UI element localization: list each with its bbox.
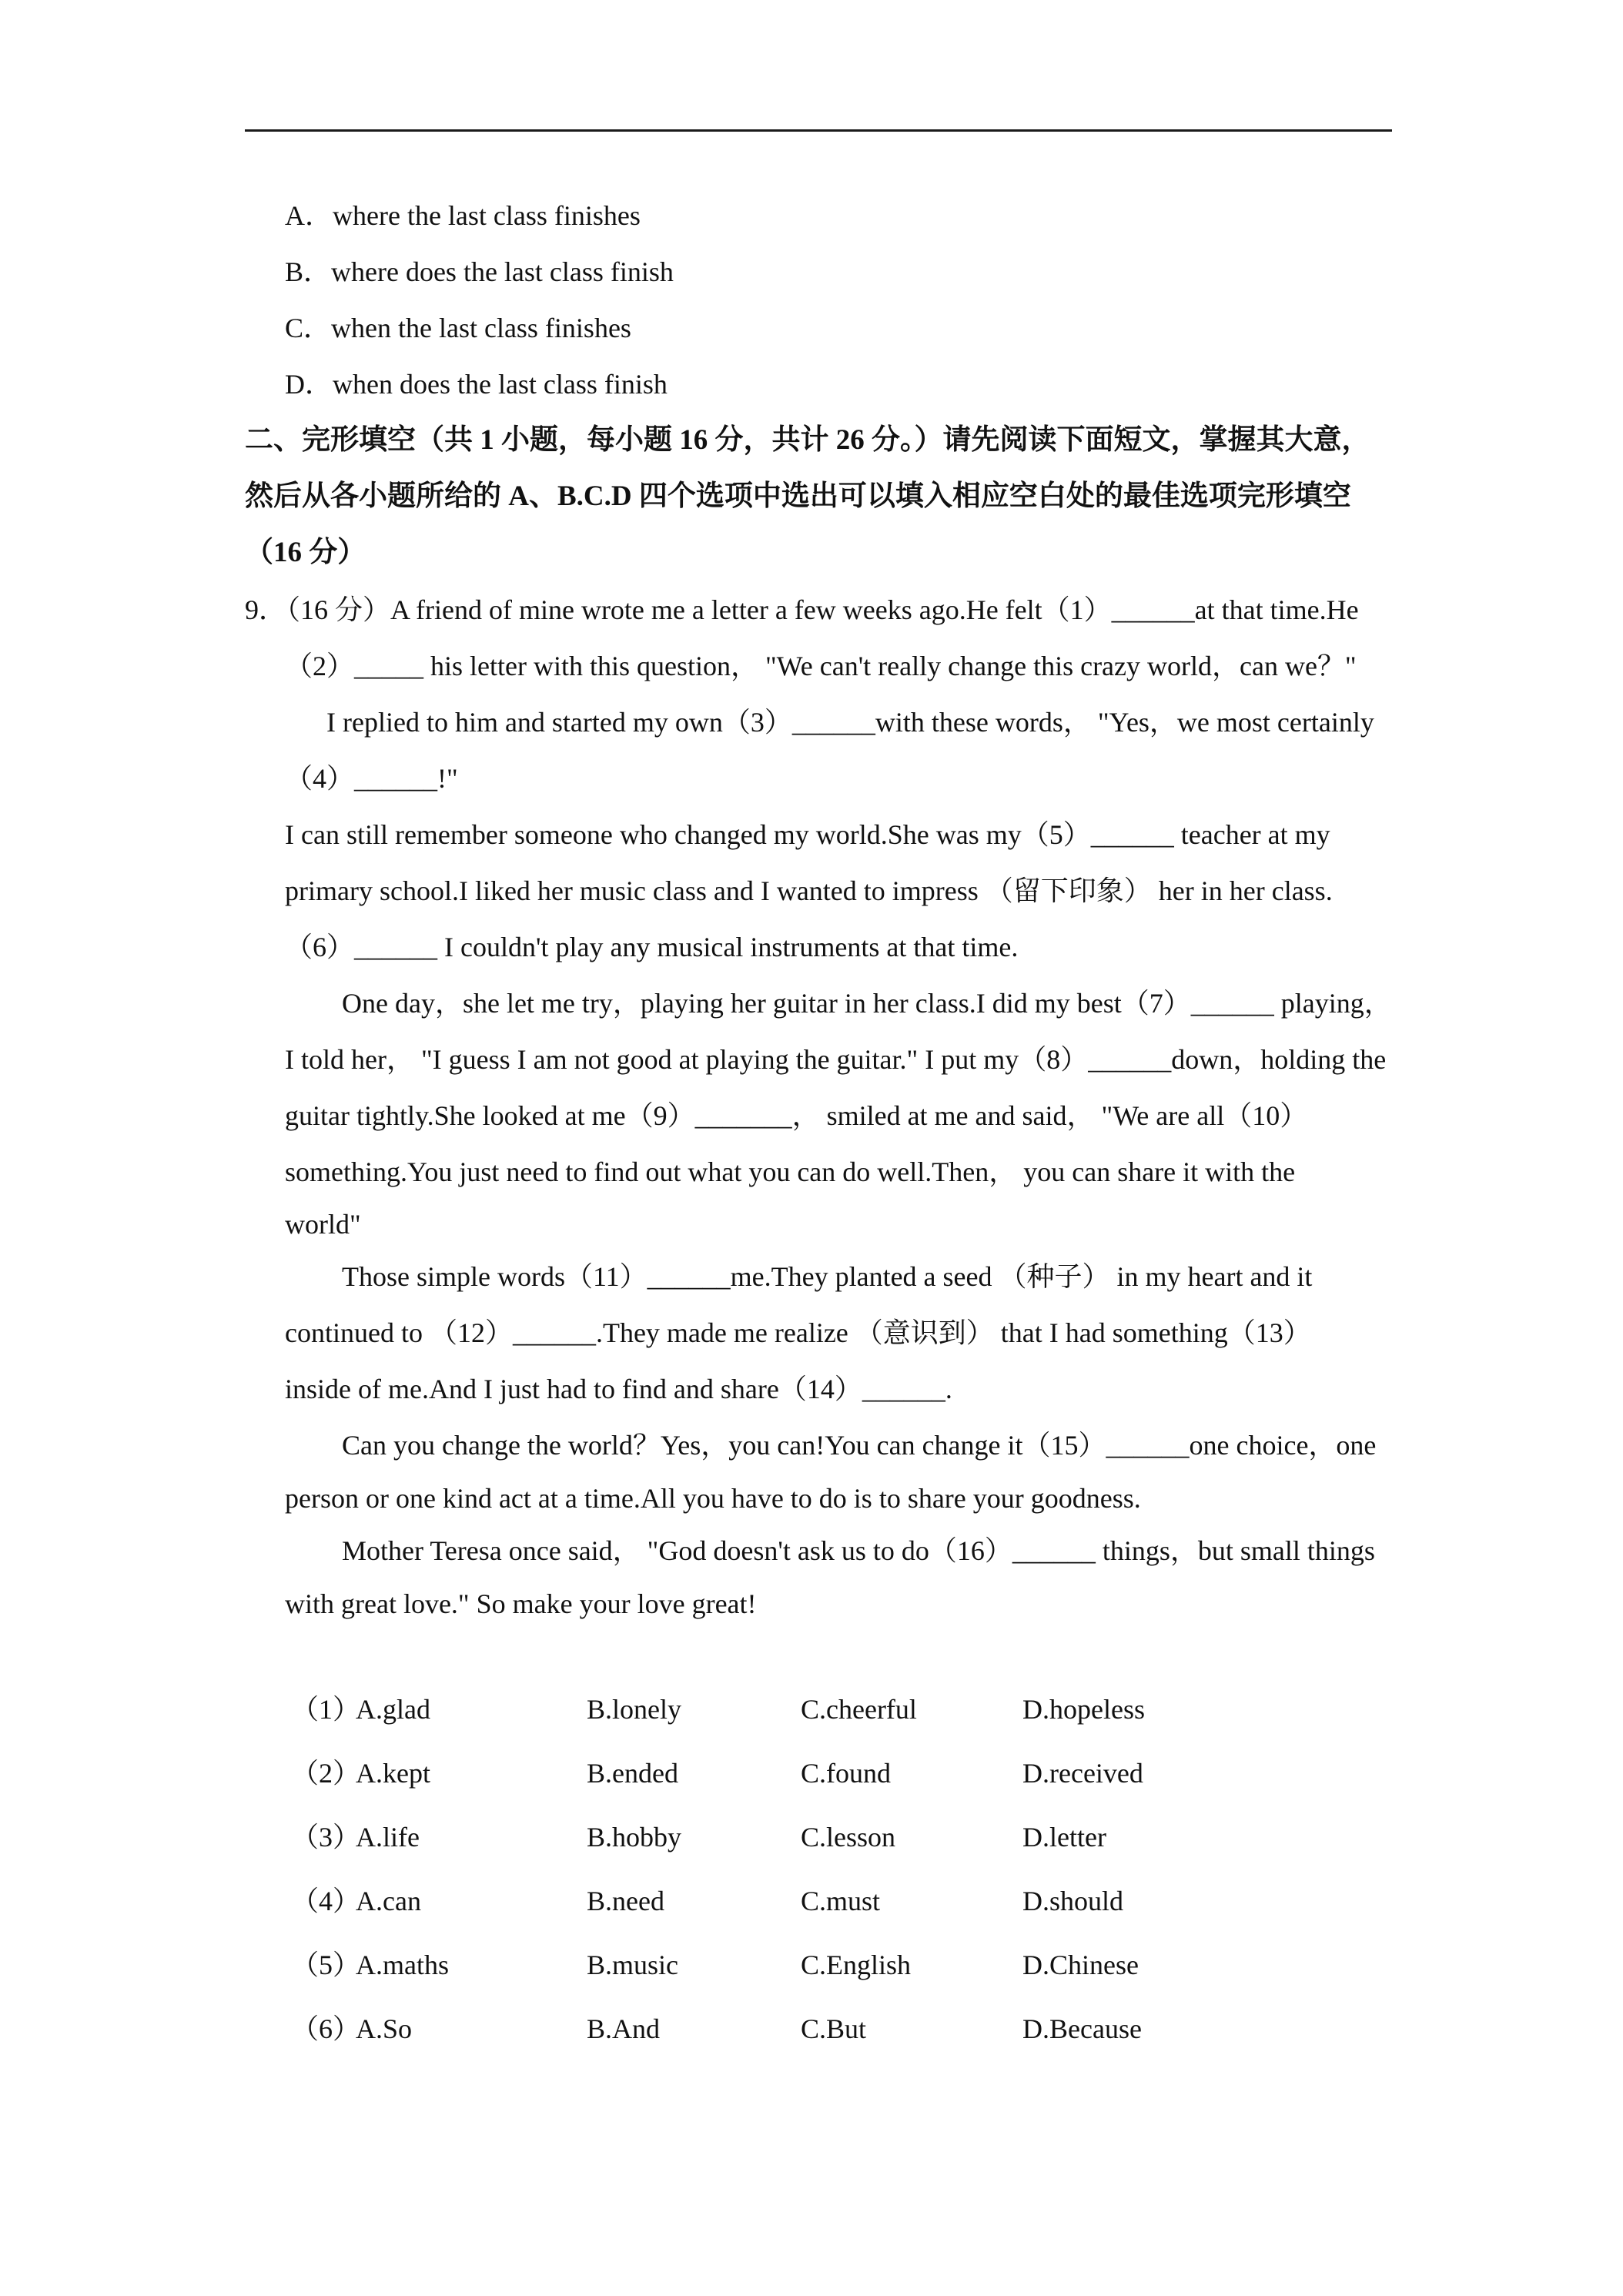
option-a: A.So xyxy=(356,2013,413,2044)
passage-line: I can still remember someone who changed my world.She was my（5）______ teacher at my xyxy=(285,819,1330,850)
passage-line: person or one kind act at a time.All you have to do is to share your goodness. xyxy=(285,1483,1141,1514)
option-d: D.Because xyxy=(1022,2013,1142,2044)
option-b: B.music xyxy=(587,1950,679,1980)
passage-line: One day，she let me try，playing her guitar in her class.I did my best（7）______ playing， xyxy=(342,988,1392,1019)
option-d: D.letter xyxy=(1022,1822,1106,1853)
passage-line: world" xyxy=(285,1209,361,1240)
passage-line: continued to （12）______.They made me realize （意识到） that I had something（13） xyxy=(285,1317,1311,1348)
passage-line: I replied to him and started my own（3）______with these words， "Yes，we most certainly xyxy=(326,707,1374,738)
option-c: C.found xyxy=(801,1758,891,1789)
option-a: A.kept xyxy=(356,1758,430,1789)
passage-line: primary school.I liked her music class and I wanted to impress （留下印象） her in her class. xyxy=(285,875,1333,906)
option-c: C.must xyxy=(801,1886,881,1916)
option-c: C.lesson xyxy=(801,1822,896,1853)
option-d: D.should xyxy=(1022,1886,1124,1916)
option-d: D.received xyxy=(1022,1758,1143,1789)
option-number: （3） xyxy=(291,1822,361,1853)
passage-line: Mother Teresa once said， "God doesn't ask us to do（16）______ things，but small things xyxy=(342,1535,1375,1566)
prev-option-b: B．where does the last class finish xyxy=(285,256,674,287)
option-a: A.glad xyxy=(356,1694,430,1725)
option-a: A.life xyxy=(356,1822,420,1853)
section-heading-line1: 二、完形填空（共 1 小题，每小题 16 分，共计 26 分。）请先阅读下面短文，掌握其大意， xyxy=(245,424,1370,456)
option-b: B.And xyxy=(587,2013,661,2044)
option-d: D.hopeless xyxy=(1022,1694,1145,1725)
passage-line: with great love." So make your love great! xyxy=(285,1588,757,1619)
passage-line: 9．（16 分）A friend of mine wrote me a letter a few weeks ago.He felt（1）______at that time.He xyxy=(245,594,1359,625)
option-b: B.hobby xyxy=(587,1822,682,1853)
passage-line: I told her， "I guess I am not good at playing the guitar." I put my（8）______down，holding the xyxy=(285,1044,1387,1075)
option-number: （6） xyxy=(291,2013,361,2044)
prev-option-a: A．where the last class finishes xyxy=(285,200,641,231)
passage-line: Those simple words（11）______me.They planted a seed （种子） in my heart and it xyxy=(342,1261,1313,1292)
option-c: C.cheerful xyxy=(801,1694,917,1725)
passage-line: guitar tightly.She looked at me（9）_______， smiled at me and said， "We are all（10） xyxy=(285,1100,1308,1131)
passage-line: （6）______ I couldn't play any musical instruments at that time. xyxy=(285,932,1019,962)
option-b: B.lonely xyxy=(587,1694,681,1725)
passage-line: （4）______!" xyxy=(285,763,458,794)
passage-line: something.You just need to find out what you can do well.Then， you can share it with the xyxy=(285,1156,1296,1187)
option-number: （5） xyxy=(291,1950,361,1980)
prev-option-d: D．when does the last class finish xyxy=(285,369,668,400)
passage-line: Can you change the world？Yes，you can!You can change it（15）______one choice，one xyxy=(342,1430,1377,1461)
option-number: （1） xyxy=(291,1694,361,1725)
option-a: A.can xyxy=(356,1886,421,1916)
passage-line: inside of me.And I just had to find and share（14）______. xyxy=(285,1374,952,1404)
option-c: C.English xyxy=(801,1950,912,1980)
option-b: B.ended xyxy=(587,1758,678,1789)
section-heading-line3: （16 分） xyxy=(245,537,366,568)
prev-option-c: C．when the last class finishes xyxy=(285,313,631,343)
header-rule xyxy=(245,129,1392,132)
option-number: （4） xyxy=(291,1886,361,1916)
option-a: A.maths xyxy=(356,1950,449,1980)
option-d: D.Chinese xyxy=(1022,1950,1139,1980)
option-number: （2） xyxy=(291,1758,361,1789)
passage-line: （2）_____ his letter with this question， "We can't really change this crazy world，can we？" xyxy=(285,651,1357,681)
option-c: C.But xyxy=(801,2013,867,2044)
option-b: B.need xyxy=(587,1886,664,1916)
section-heading-line2: 然后从各小题所给的 A、B.C.D 四个选项中选出可以填入相应空白处的最佳选项完形填空 xyxy=(245,480,1351,512)
